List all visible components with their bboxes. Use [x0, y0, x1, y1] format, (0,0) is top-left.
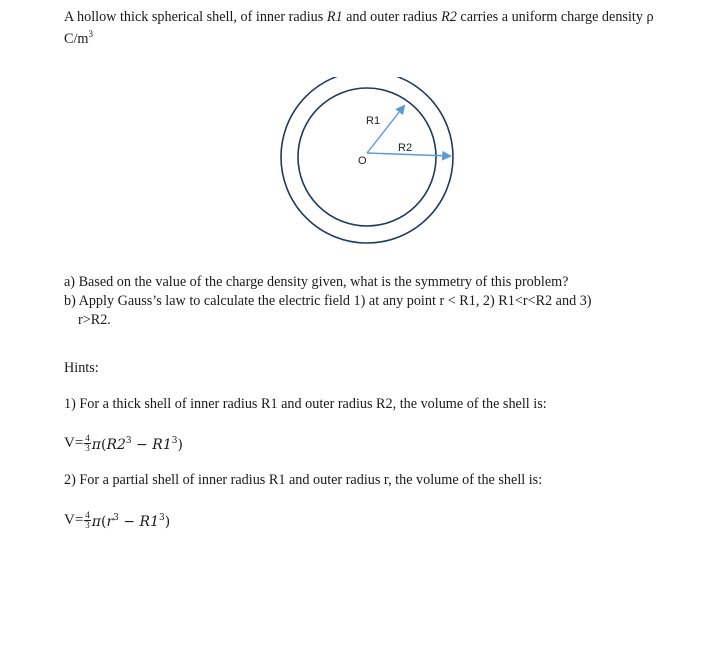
outer-radius-exponent: 3: [125, 436, 132, 446]
four-thirds-fraction: [84, 511, 91, 530]
formula-expression: [92, 431, 183, 455]
spherical-shell-diagram: [278, 77, 462, 261]
close-paren: ): [177, 437, 183, 453]
minus-sign: −: [131, 437, 153, 453]
outer-circle: [281, 77, 453, 243]
pi-symbol: π: [91, 514, 101, 530]
inner-radius-term: R1: [139, 514, 159, 530]
hint-2: 2) For a partial shell of inner radius R1 and outer radius r, the volume of the shell is:: [64, 472, 543, 488]
four-thirds-fraction: [84, 434, 91, 453]
inner-radius-symbol: R1: [326, 9, 343, 25]
fraction-numerator: 4: [85, 509, 90, 520]
open-paren: (: [101, 514, 107, 530]
inner-radius-exponent: 3: [171, 436, 178, 446]
origin-label: O: [358, 155, 367, 167]
outer-radius-term: R2: [106, 437, 126, 453]
outer-radius-symbol: R2: [441, 9, 457, 25]
question-a: a) Based on the value of the charge density given, what is the symmetry of this problem?: [64, 274, 569, 290]
partial-shell-volume-formula: [64, 508, 170, 532]
close-paren: ): [164, 514, 171, 530]
fraction-denominator: 3: [85, 519, 90, 530]
r2-label: R2: [398, 142, 413, 154]
question-b-continued: r>R2.: [78, 312, 111, 328]
fraction-numerator: 4: [85, 432, 90, 443]
unit-exponent: 3: [88, 29, 93, 39]
intro-text-2: and outer radius: [342, 9, 442, 25]
question-b: b) Apply Gauss’s law to calculate the electric field 1) at any point r < R1, 2) R1<r<R2 and 3): [64, 293, 592, 309]
minus-sign: −: [118, 514, 140, 530]
inner-circle: [298, 88, 436, 226]
formula-prefix: V=: [64, 512, 84, 528]
charge-density-unit: [64, 25, 93, 48]
open-paren: (: [101, 437, 107, 453]
pi-symbol: π: [91, 437, 101, 453]
intro-text-3: carries a uniform charge density ρ: [456, 9, 654, 25]
intro-text-1: A hollow thick spherical shell, of inner radius: [64, 9, 327, 25]
inner-radius-term: R1: [152, 437, 172, 453]
hints-heading: Hints:: [64, 360, 99, 376]
r1-label: R1: [366, 115, 381, 127]
inner-radius-exponent: 3: [159, 513, 165, 523]
radius-term: r: [106, 514, 114, 530]
hint-1: 1) For a thick shell of inner radius R1 and outer radius R2, the volume of the shell is:: [64, 396, 547, 412]
formula-expression: [92, 508, 170, 532]
radius-exponent: 3: [113, 513, 119, 523]
fraction-denominator: 3: [85, 442, 90, 453]
unit-base: C/m: [64, 31, 89, 47]
problem-statement: [64, 8, 654, 26]
formula-prefix: V=: [64, 435, 84, 451]
shell-volume-formula: [64, 431, 183, 455]
